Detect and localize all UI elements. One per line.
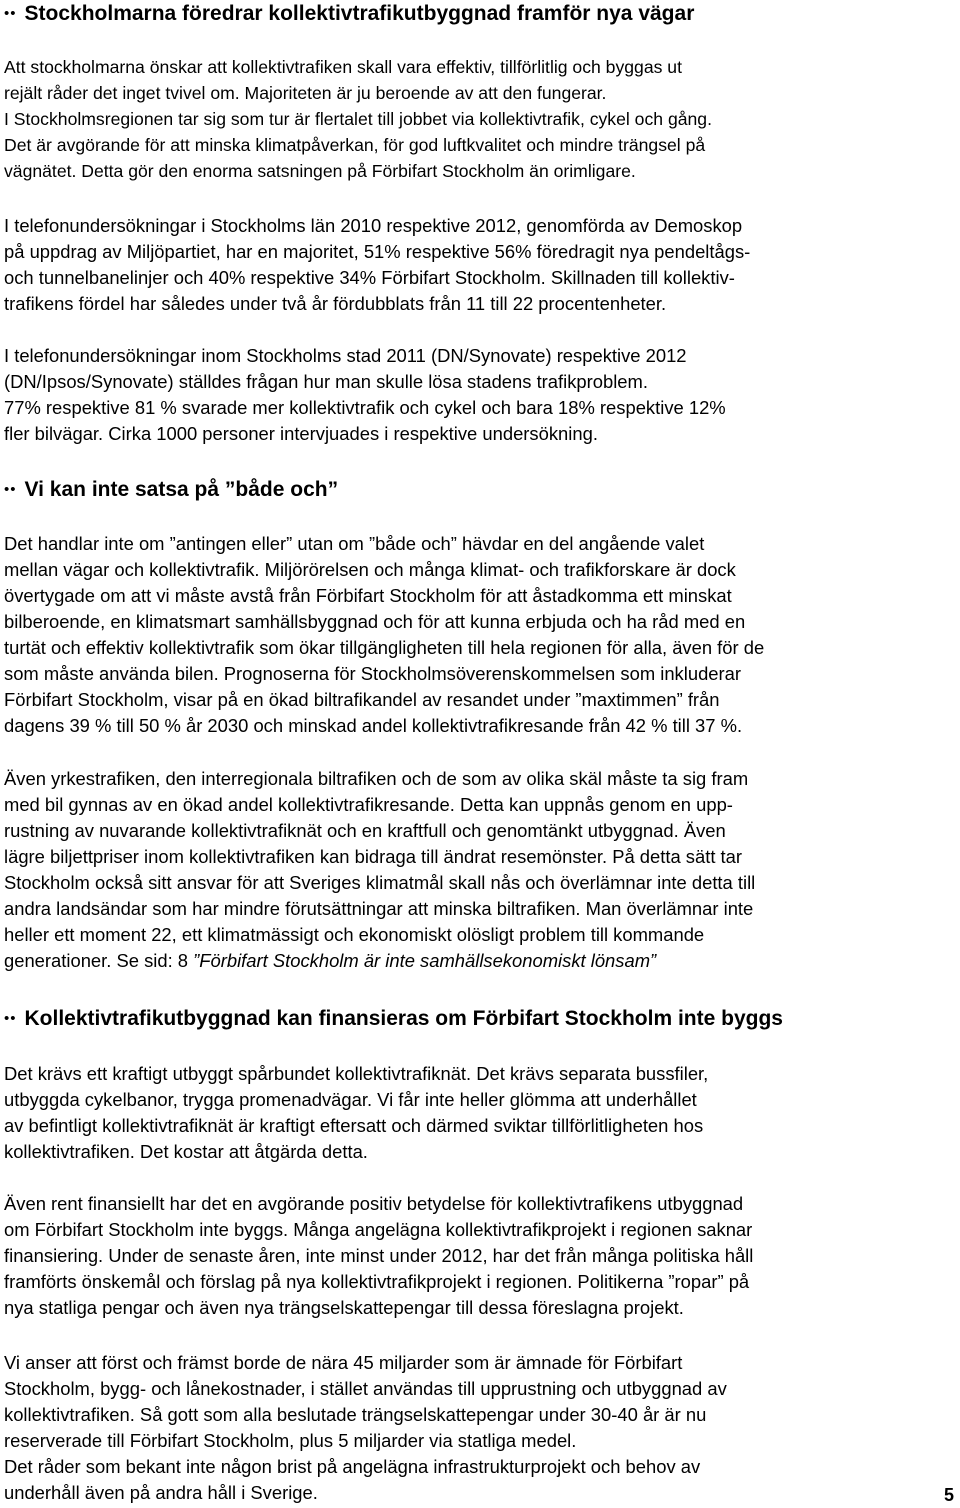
text-line: lägre biljettpriser inom kollektivtrafiken kan bidraga till ändrat resemönster. På detta sätt tar [4, 846, 743, 867]
section-heading-3 [4, 1006, 783, 1032]
text-line: Det krävs ett kraftigt utbyggt spårbundet kollektivtrafiknät. Det krävs separata bussfiler, [4, 1063, 709, 1084]
text-line: dagens 39 % till 50 % år 2030 och minskad andel kollektivtrafikresande från 42 % till 37 %. [4, 715, 743, 736]
paragraph-2 [4, 213, 949, 317]
text-run: generationer. Se sid: 8 [4, 950, 194, 971]
text-line: I telefonundersökningar inom Stockholms stad 2011 (DN/Synovate) respektive 2012 [4, 345, 687, 366]
cross-reference: ”Förbifart Stockholm är inte samhällsekonomiskt lönsam” [193, 950, 657, 971]
text-line: av befintligt kollektivtrafiknät är kraftigt eftersatt och därmed sviktar tillförlitligheten hos [4, 1115, 704, 1136]
bullet-icon: •• [4, 1010, 17, 1027]
text-line: rejält råder det inget tvivel om. Majoriteten är ju beroende av att den fungerar. [4, 83, 607, 103]
paragraph-7 [4, 1191, 949, 1321]
text-line: mellan vägar och kollektivtrafik. Miljörörelsen och många klimat- och trafikforskare är dock [4, 559, 736, 580]
text-line: utbyggda cykelbanor, trygga promenadvägar. Vi får inte heller glömma att underhållet [4, 1089, 697, 1110]
text-line: om Förbifart Stockholm inte byggs. Många angelägna kollektivtrafikprojekt i regionen saknar [4, 1219, 753, 1240]
section-heading-1 [4, 1, 694, 27]
text-line [4, 948, 949, 974]
text-line: kollektivtrafiken. Så gott som alla beslutade trängselskattepengar under 30-40 år är nu [4, 1404, 707, 1425]
text-line: med bil gynnas av en ökad andel kollektivtrafikresande. Detta kan uppnås genom en upp- [4, 794, 733, 815]
text-line: andra landsändar som har mindre förutsättningar att minska biltrafiken. Man överlämnar inte [4, 898, 754, 919]
text-line: övertygade om att vi måste avstå från Förbifart Stockholm för att åstadkomma ett minskat [4, 585, 732, 606]
text-line: 77% respektive 81 % svarade mer kollektivtrafik och cykel och bara 18% respektive 12% [4, 397, 726, 418]
text-line: Även rent finansiellt har det en avgörande positiv betydelse för kollektivtrafikens utbyggnad [4, 1193, 744, 1214]
heading-text: Kollektivtrafikutbyggnad kan finansieras om Förbifart Stockholm inte byggs [24, 1007, 783, 1030]
page-number: 5 [943, 1485, 954, 1505]
text-line: fler bilvägar. Cirka 1000 personer intervjuades i respektive undersökning. [4, 423, 598, 444]
text-line: trafikens fördel har således under två år fördubblats från 11 till 22 procentenheter. [4, 293, 667, 314]
paragraph-5 [4, 766, 949, 974]
text-line: Det råder som bekant inte någon brist på angelägna infrastrukturprojekt och behov av [4, 1456, 701, 1477]
bullet-icon: •• [4, 481, 17, 498]
text-line: framförts önskemål och förslag på nya kollektivtrafikprojekt i regionen. Politikerna ”ropar” på [4, 1271, 750, 1292]
text-line: turtät och effektiv kollektivtrafik som ökar tillgängligheten till hela regionen för alla, även för de [4, 637, 765, 658]
text-line: Stockholm, bygg- och lånekostnader, i stället användas till upprustning och utbyggnad av [4, 1378, 727, 1399]
text-line: Det är avgörande för att minska klimatpåverkan, för god luftkvalitet och mindre trängsel på [4, 135, 706, 155]
paragraph-4 [4, 531, 949, 739]
text-line: heller ett moment 22, ett klimatmässigt och ekonomiskt olösligt problem till kommande [4, 924, 705, 945]
text-line: vägnätet. Detta gör den enorma satsningen på Förbifart Stockholm än orimligare. [4, 161, 636, 181]
text-line: Förbifart Stockholm, visar på en ökad biltrafikandel av resandet under ”maxtimmen” från [4, 689, 720, 710]
text-line: Även yrkestrafiken, den interregionala biltrafiken och de som av olika skäl måste ta sig fram [4, 768, 749, 789]
paragraph-3 [4, 343, 949, 447]
text-line: bilberoende, en klimatsmart samhällsbyggnad och för att kunna erbjuda och ha råd med en [4, 611, 746, 632]
text-line: som måste använda bilen. Prognoserna för Stockholmsöverenskommelsen som inkluderar [4, 663, 741, 684]
text-line: I telefonundersökningar i Stockholms län 2010 respektive 2012, genomförda av Demoskop [4, 215, 743, 236]
text-line: underhåll även på andra håll i Sverige. [4, 1482, 318, 1503]
text-line: reserverade till Förbifart Stockholm, plus 5 miljarder via statliga medel. [4, 1430, 577, 1451]
text-line: nya statliga pengar och även nya trängselskattepengar till dessa föreslagna projekt. [4, 1297, 684, 1318]
text-line: rustning av nuvarande kollektivtrafiknät och en kraftfull och genomtänkt utbyggnad. Även [4, 820, 726, 841]
bullet-icon: •• [4, 5, 17, 22]
heading-text: Vi kan inte satsa på ”både och” [24, 478, 339, 501]
text-line: Det handlar inte om ”antingen eller” utan om ”både och” hävdar en del angående valet [4, 533, 705, 554]
paragraph-6 [4, 1061, 949, 1165]
text-line: Vi anser att först och främst borde de nära 45 miljarder som är ämnade för Förbifart [4, 1352, 683, 1373]
text-line: (DN/Ipsos/Synovate) ställdes frågan hur man skulle lösa stadens trafikproblem. [4, 371, 648, 392]
paragraph-1 [4, 54, 949, 184]
text-line: Att stockholmarna önskar att kollektivtrafiken skall vara effektiv, tillförlitlig och byggas ut [4, 57, 682, 77]
text-line: I Stockholmsregionen tar sig som tur är flertalet till jobbet via kollektivtrafik, cykel och gång. [4, 109, 712, 129]
text-line: finansiering. Under de senaste åren, inte minst under 2012, har det från många politiska håll [4, 1245, 754, 1266]
text-line: på uppdrag av Miljöpartiet, har en majoritet, 51% respektive 56% föredragit nya pendeltågs- [4, 241, 751, 262]
paragraph-8 [4, 1350, 949, 1506]
text-line: kollektivtrafiken. Det kostar att åtgärda detta. [4, 1141, 368, 1162]
text-line: och tunnelbanelinjer och 40% respektive 34% Förbifart Stockholm. Skillnaden till kollektiv- [4, 267, 735, 288]
section-heading-2 [4, 477, 338, 503]
text-line: Stockholm också sitt ansvar för att Sveriges klimatmål skall nås och överlämnar inte detta till [4, 872, 756, 893]
heading-text: Stockholmarna föredrar kollektivtrafikutbyggnad framför nya vägar [24, 2, 695, 25]
